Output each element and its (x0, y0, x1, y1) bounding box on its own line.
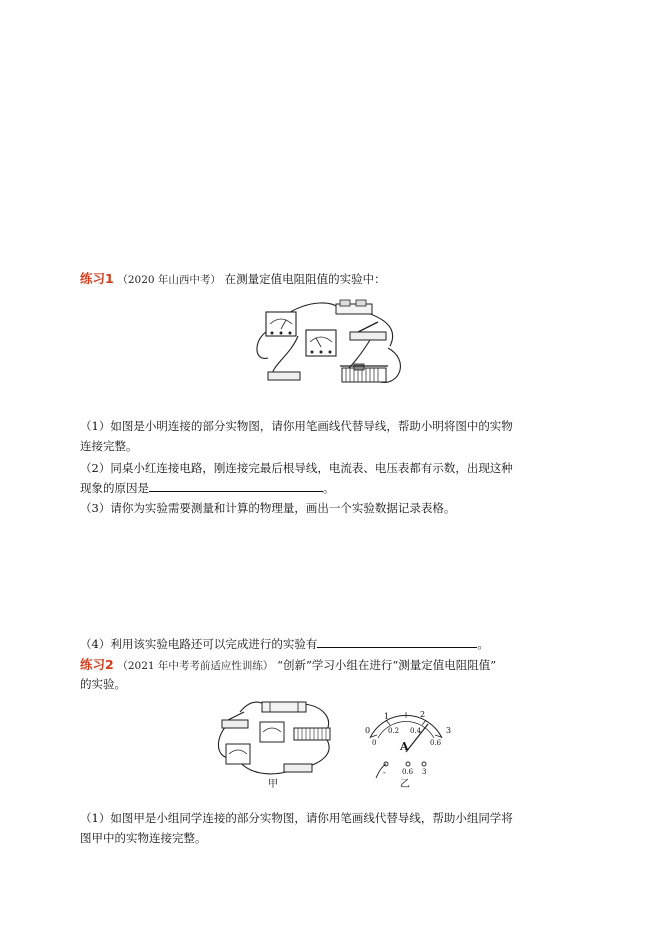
ex1-q2-line1: （2）同桌小红连接电路，刚连接完最后根导线，电流表、电压表都有示数，出现这种 (80, 461, 513, 475)
ex2-fig-jia-caption: 甲 (268, 779, 278, 790)
ex2-stem-line1: “创新”学习小组在进行“测量定值电阻阻值” (277, 658, 497, 672)
ex2-q1-line2: 图甲中的实物连接完整。 (80, 831, 207, 845)
ex1-circuit-figure (250, 296, 410, 392)
ex2-fig-yi-caption: 乙 (400, 779, 410, 790)
terminal-3: 3 (422, 768, 427, 776)
ex2-circuit-figure-jia (210, 698, 340, 788)
ex1-source: （2020 年山西中考） (117, 274, 221, 286)
terminal-neg: - (383, 768, 386, 777)
meter-top-1: 1 (384, 712, 390, 721)
meter-bottom-0: 0 (372, 739, 377, 747)
ex1-q2-end: 。 (323, 481, 335, 495)
ex2-heading (80, 656, 590, 675)
ex2-source: （2021 年中考考前适应性训练） (117, 660, 274, 672)
ex1-label: 练习1 (80, 271, 114, 286)
terminal-06: 0.6 (402, 768, 414, 776)
ex1-q4 (80, 636, 590, 653)
ex1-stem: 在测量定值电阻阻值的实验中： (224, 272, 386, 286)
ex1-q2-text: 现象的原因是 (80, 481, 149, 495)
meter-bottom-02: 0.2 (388, 727, 400, 735)
ex1-q4-end: 。 (477, 637, 489, 651)
ex1-q3: （3）请你为实验需要测量和计算的物理量，画出一个实验数据记录表格。 (80, 501, 456, 515)
ex2-stem-line2: 的实验。 (80, 677, 126, 691)
ex1-q4-text: （4）利用该实验电路还可以完成进行的实验有 (80, 637, 318, 651)
ex2-q1-line1: （1）如图甲是小组同学连接的部分实物图，请你用笔画线代替导线，帮助小组同学将 (80, 811, 513, 825)
ex2-label: 练习2 (80, 657, 114, 672)
meter-top-2: 2 (420, 710, 426, 719)
ex1-q1-line2: 连接完整。 (80, 439, 138, 453)
ex1-heading (80, 270, 590, 289)
meter-top-0: 0 (365, 726, 371, 735)
meter-bottom-06: 0.6 (430, 739, 442, 747)
ex1-q4-answer-blank[interactable] (317, 637, 477, 648)
ex1-q2-answer-blank[interactable] (149, 481, 323, 492)
meter-bottom-04: 0.4 (410, 727, 422, 735)
ex1-q2-line2 (80, 480, 590, 497)
meter-letter: A (400, 740, 409, 753)
ex1-q1-line1: （1）如图是小明连接的部分实物图，请你用笔画线代替导线，帮助小明将图中的实物 (80, 419, 513, 433)
meter-top-3: 3 (446, 726, 452, 735)
